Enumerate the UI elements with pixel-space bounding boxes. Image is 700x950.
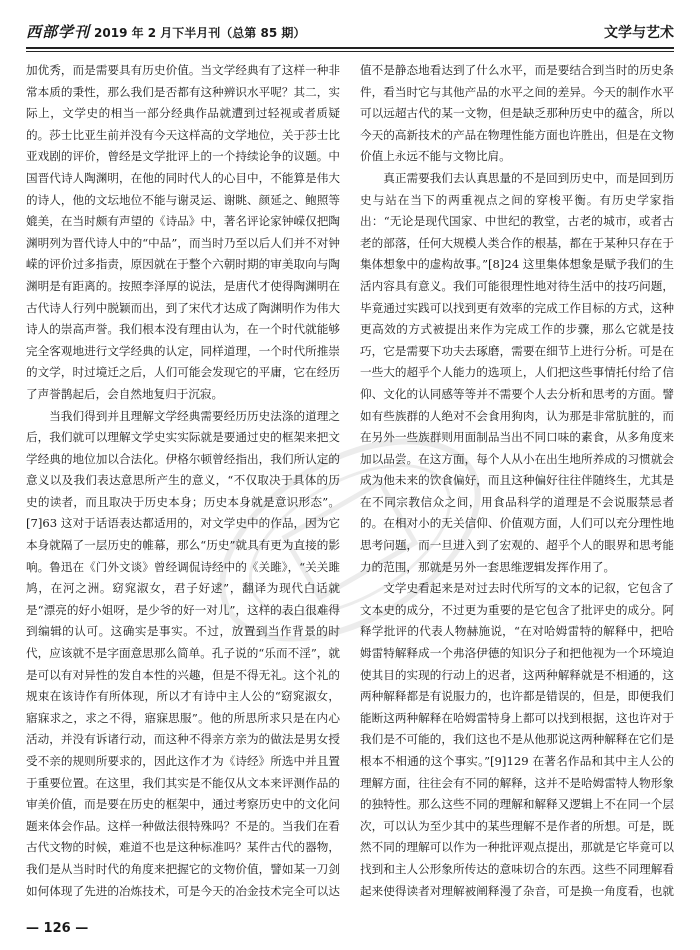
journal-logo: 西部学刊 — [26, 23, 91, 41]
paragraph: 加优秀，而是需要具有历史价值。当文学经典有了这样一种非常本质的秉性，那么我们是否都有这种辨识水平呢？其二，实际上，文学史的相当一部分经典作品就遭到过轻视或者质疑的。莎士比亚生前并没有今天这样高的文学地位，关于莎士比亚戏剧的评价，曾经是文学批评上的一个持续论争的议题。中国晋代诗人陶渊明，在他的同时代人的心目中，不能算是伟大的诗人，他的文坛地位不能与谢灵运、谢眺、颜延之、鲍照等媲美，在当时颇有声望的《诗品》中，著名评论家钟嵘仅把陶渊明列为晋代诗人中的“中品”，而当时乃至以后人们并不对钟嵘的评价过多指责，原因就在于整个六朝时期的审美取向与陶渊明是有距离的。按照李泽厚的说法，是唐代才使得陶渊明在古代诗人行列中脱颖而出，到了宋代才达成了陶渊明作为伟大诗人的崇高声誉。我们根本没有理由认为，在一个时代就能够完全客观地进行文学经典的认定，同样道理，一个时代所推崇的文学，时过境迁之后，人们可能会发现它的平庸，它在经历了声誉鹊起后，会自然地复归于沉寂。 — [26, 63, 340, 401]
section-title: 文学与艺术 — [604, 25, 674, 41]
right-column — [360, 60, 674, 902]
article-body — [26, 60, 674, 902]
paragraph: 文学史看起来是对过去时代所写的文本的记叙，它包含了文本史的成分，不过更为重要的是它包含了批评史的成分。阿释学批评的代表人物赫施说，“在对哈姆雷特的解释中，把哈姆雷特解释成一个弗洛伊德的知识分子和把他视为一个环境迫使其目的实现的行动上的迟者，这两种解释就是不相通的，这两种解释都是有说服力的，也许都是错误的，但是，即便我们能断这两种解释在哈姆雷特身上都可以找到根据，这也许对于我们是不可能的，我们这也不是从他那说这两种解释在它们是根本不相通的这个事实。”[9]129 在著名作品和其中主人公的理解方面，往往会有不同的解释，这并不是哈姆雷特人物形象的独特性。那么这些不同的理解和解释又逻辑上不在同一个层次，可以认为至少其中的某些理解不是作者的所想。可是，既然不同的理解可以作为一种批评观点提出，那就是它毕竟可以找到和主人公形象所传达的意味切合的东西。这些不同理解看起来使得读者对理解被阐释漫了杂音，可是换一角度看，也就 — [360, 581, 674, 898]
header-rule — [26, 47, 674, 52]
left-column — [26, 60, 340, 902]
paragraph: 值不是静态地看达到了什么水平，而是要结合到当时的历史条件，看当时它与其他产品的水平之间的差异。今天的制作水平可以远超古代的某一文物，但是缺乏那种历史中的蕴含，所以今天的高新技术的产品在物理性能方面也许胜出，但是在文物价值上永远不能与文物比肩。 — [360, 63, 674, 164]
issue-info: 2019 年 2 月下半月刊（总第 85 期） — [94, 26, 306, 40]
page-number: — 126 — — [26, 921, 89, 936]
paragraph: 真正需要我们去认真思量的不是回到历史中，而是回到历史与站在当下的两重视点之间的穿梭平衡。有历史学家指出：“无论是现代国家、中世纪的教堂，古老的城市，或者古老的部落，任何大规模人类合作的根基，都在于某种只存在于集体想象中的虚构故事。”[8]24 这里集体想象是赋予我们的生活内容具有意义。我们可能很理性地对待生活中的技巧问题，毕竟通过实践可以找到更有效率的完成工作目标的方式，这种更高效的方式被提出来作为完成工作的步骤，那么它就是技巧，它是需要下功夫去琢磨，需要在细节上进行分析。可是在一些大的超乎个人能力的选项上，人们把这些事情托付给了信仰、文化的认同感等等并不需要个人去分析和思考的方面。譬如有些族群的人绝对不会食用狗肉，认为那是非常肮脏的，而在另外一些族群则用面制品当出不同口味的素食，从多角度来加以品尝。在这方面，每个人从小在出生地所养成的习惯就会成为他未来的饮食偏好，而且这种偏好往往伴随终生，尤其是在不同宗教信众之间，用食品科学的道理是不会说服禁忌者的。在相对小的无关信仰、价值观方面，人们可以充分理性地思考问题，而一旦进入到了宏观的、超乎个人的眼界和思考能力的范围，那就是另外一套思维逻辑发挥作用了。 — [360, 170, 674, 574]
header-left — [26, 21, 305, 42]
paragraph: 当我们得到并且理解文学经典需要经历历史法涤的道理之后，我们就可以理解文学史实实际就是要通过史的框架来把文学经典的地位加以合法化。伊格尔顿曾经指出，我们所认定的意义以及我们表达意思所产生的意义，“不仅取决于具体的历史的读者，而且取决于历史本身；历史本身就是意识形态”。[7]63 这对于话语表达都适用的，对文学史中的作品，因为它本身就隔了一层历史的帷幕，那么“历史”就具有更为直接的影响。鲁迅在《门外文谈》曾经调侃诗经中的《关雎》，“关关雎鸠，在河之洲。窈窕淑女，君子好逑”，翻译为现代白话就是“漂亮的好小姐呀，是少爷的好一对儿”，这样的表白很难得到编辑的认可。这确实是事实。不过，放置到当作背景的时代，应该就不是字面意思那么简单。孔子说的“乐而不淫”，就是可以有对异性的发自本性的兴趣，但是不得无礼。这个礼的规束在该诗作有所体现，所以才有诗中主人公的“窈窕淑女，寤寐求之，求之不得，寤寐思服”。他的所思所求只是在内心活动，并没有诉诸行动，而这种不得亲方亲为的做法是男女授受不亲的规则所要求的，因此这作才为《诗经》所选中并且置于重要位置。在这里，我们其实是不能仅从文本来评测作品的审美价值，而是要在历史的框架中，通过考察历史中的文化问题来体会作品。这样一种做法很特殊吗？不是的。当我们在看古代文物的时候，难道不也是这种标准吗？某件古代的器物，我们是从当时时代的角度来把握它的文物价值，譬如某一刀剑如何体现了先进的冶炼技术，可是今天的冶金技术完全可以达 — [26, 408, 340, 898]
running-header — [26, 12, 674, 42]
